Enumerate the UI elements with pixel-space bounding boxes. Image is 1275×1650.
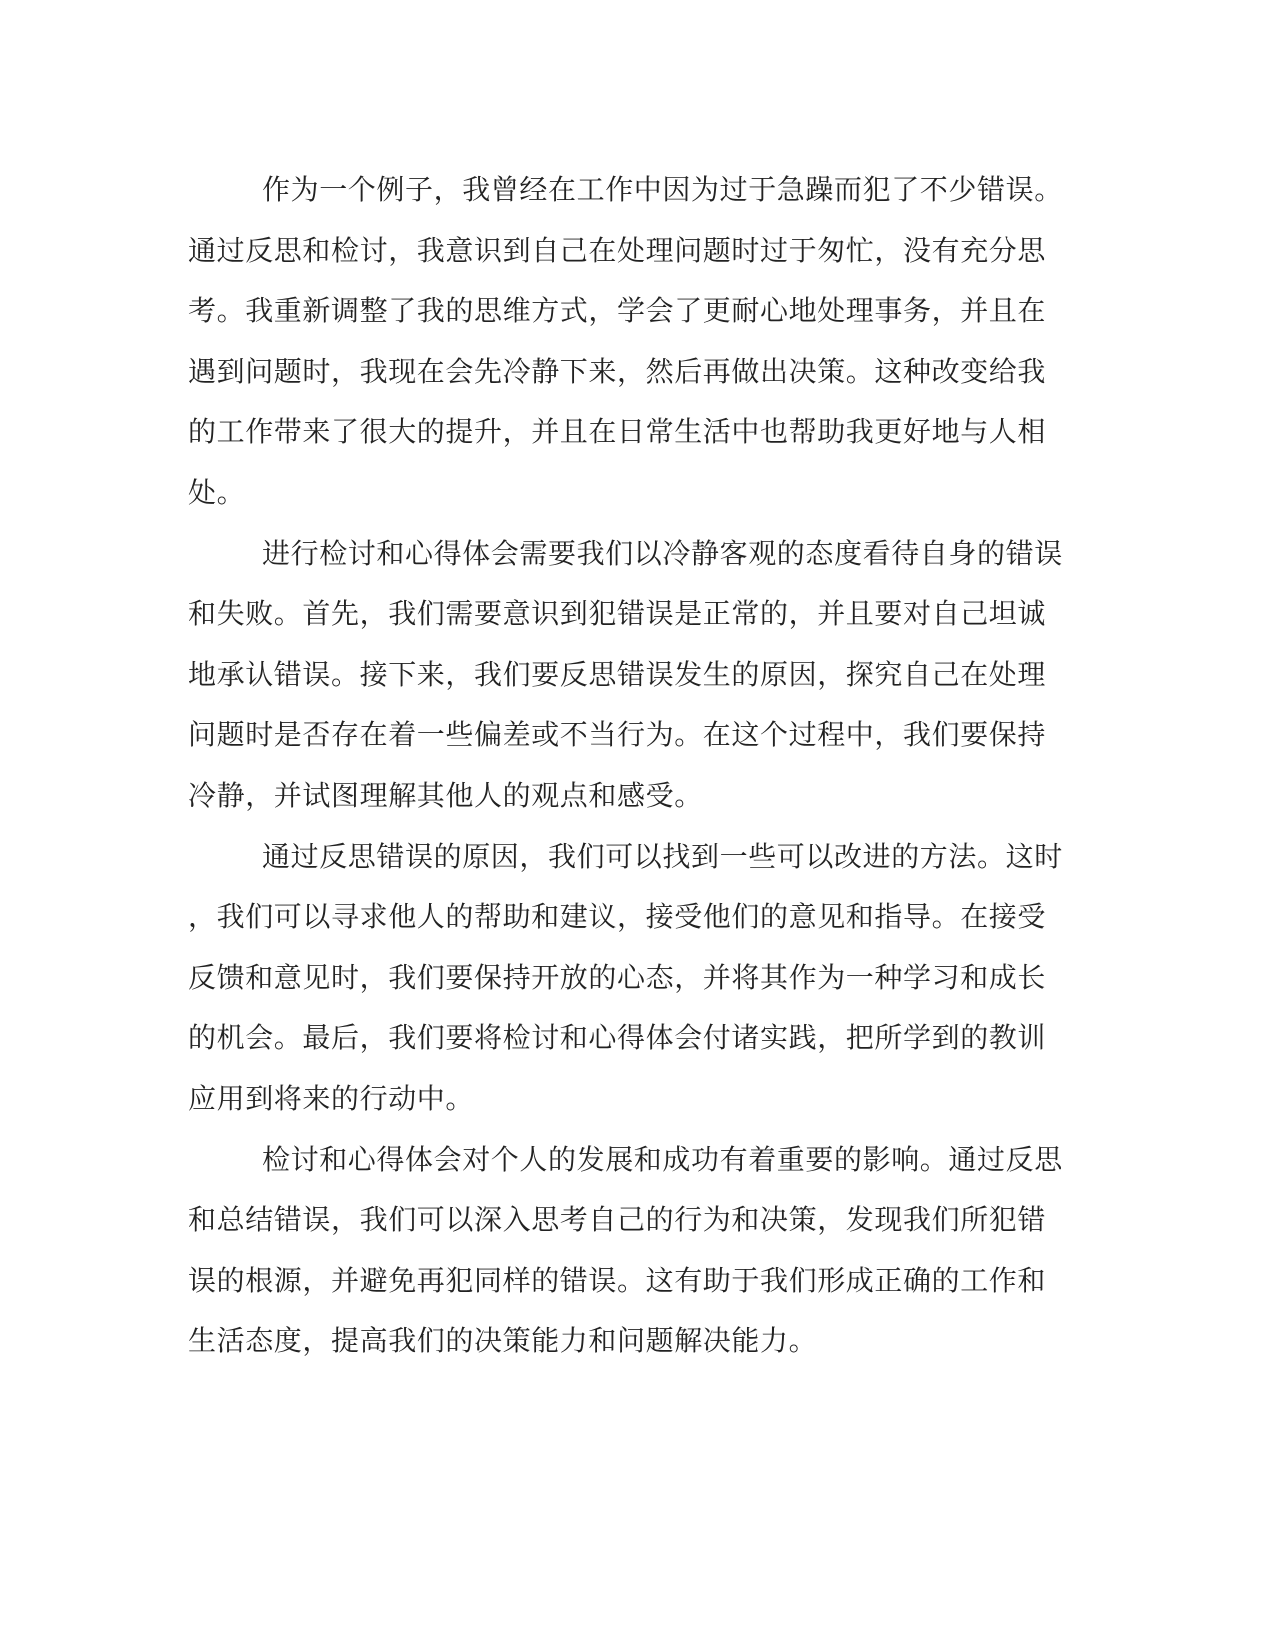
text-line: 误的根源，并避免再犯同样的错误。这有助于我们形成正确的工作和 xyxy=(188,1263,1047,1297)
text-line: 和失败。首先，我们需要意识到犯错误是正常的，并且要对自己坦诚 xyxy=(188,597,1047,631)
text-line: 生活态度，提高我们的决策能力和问题解决能力。 xyxy=(188,1324,818,1358)
paragraph-4 xyxy=(188,1130,1078,1372)
text-line: 考。我重新调整了我的思维方式，学会了更耐心地处理事务，并且在 xyxy=(188,294,1047,328)
paragraph-3 xyxy=(188,827,1078,1130)
body-text xyxy=(188,160,1078,1372)
text-line: ，我们可以寻求他人的帮助和建议，接受他们的意见和指导。在接受 xyxy=(188,900,1047,934)
text-line: 应用到将来的行动中。 xyxy=(188,1081,475,1115)
text-line: 和总结错误，我们可以深入思考自己的行为和决策，发现我们所犯错 xyxy=(188,1203,1047,1237)
text-line: 的工作带来了很大的提升，并且在日常生活中也帮助我更好地与人相 xyxy=(188,415,1047,449)
text-line: 反馈和意见时，我们要保持开放的心态，并将其作为一种学习和成长 xyxy=(188,960,1047,994)
text-line: 通过反思错误的原因，我们可以找到一些可以改进的方法。这时 xyxy=(262,839,1063,873)
text-line: 地承认错误。接下来，我们要反思错误发生的原因，探究自己在处理 xyxy=(188,657,1047,691)
text-line: 检讨和心得体会对个人的发展和成功有着重要的影响。通过反思 xyxy=(262,1142,1063,1176)
text-line: 作为一个例子，我曾经在工作中因为过于急躁而犯了不少错误。 xyxy=(262,173,1063,206)
text-line: 的机会。最后，我们要将检讨和心得体会付诸实践，把所学到的教训 xyxy=(188,1021,1047,1055)
text-line: 进行检讨和心得体会需要我们以冷静客观的态度看待自身的错误 xyxy=(262,536,1063,570)
text-line: 处。 xyxy=(188,475,246,509)
text-line: 问题时是否存在着一些偏差或不当行为。在这个过程中，我们要保持 xyxy=(188,718,1047,752)
paragraph-2 xyxy=(188,524,1078,827)
paragraph-1 xyxy=(188,160,1078,524)
text-line: 遇到问题时，我现在会先冷静下来，然后再做出决策。这种改变给我 xyxy=(188,354,1047,388)
text-line: 通过反思和检讨，我意识到自己在处理问题时过于匆忙，没有充分思 xyxy=(188,233,1047,267)
text-line: 冷静，并试图理解其他人的观点和感受。 xyxy=(188,778,703,812)
